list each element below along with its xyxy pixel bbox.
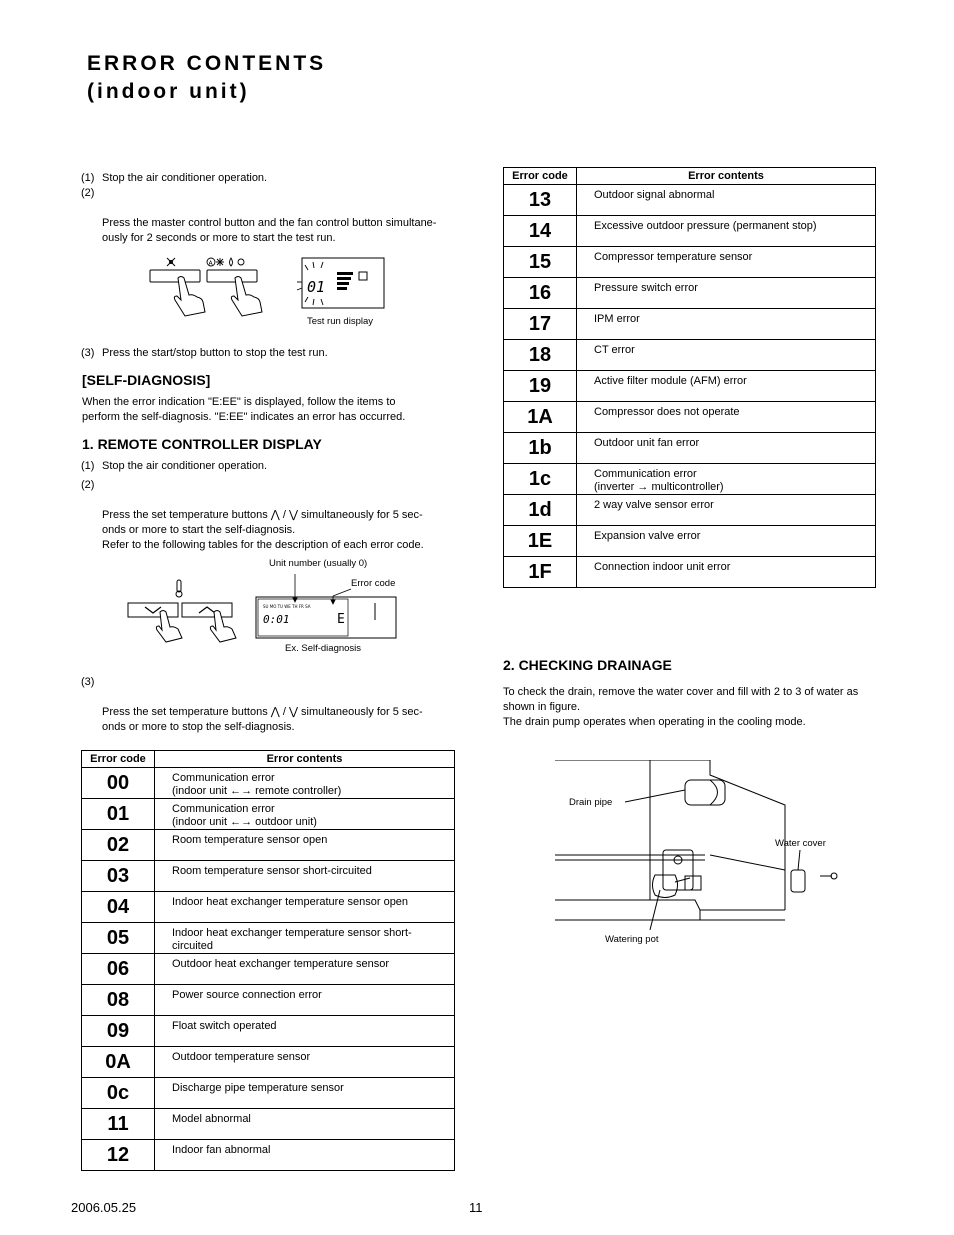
header-error-contents: Error contents [577, 168, 876, 185]
drain-pipe-label: Drain pipe [569, 797, 613, 808]
table-row [504, 557, 876, 588]
table-row [504, 495, 876, 526]
error-description-cell: Communication error (inverter → multicontroller) [577, 464, 876, 495]
error-code-cell: 0A [82, 1047, 155, 1078]
self-diagnosis-heading: [SELF-DIAGNOSIS] [82, 372, 211, 388]
error-code-cell: 0c [82, 1078, 155, 1109]
header-error-code: Error code [504, 168, 577, 185]
table-row [82, 954, 455, 985]
diag-step-3 [81, 675, 461, 750]
table-row [504, 526, 876, 557]
table-header-row [504, 168, 876, 185]
error-code-cell: 03 [82, 861, 155, 892]
error-code-cell: 17 [504, 309, 577, 340]
step-text: Press the set temperature buttons ⋀ / ⋁ simultaneously for 5 sec- onds or more to stop the self-diagnosis. [102, 706, 423, 733]
step-number: (1) [81, 460, 95, 472]
error-code-cell: 15 [504, 247, 577, 278]
step-text: Press the start/stop button to stop the test run. [102, 347, 328, 359]
error-code-cell: 11 [82, 1109, 155, 1140]
error-description-cell: Room temperature sensor open [155, 830, 455, 861]
step-number: (2) [81, 479, 95, 491]
footer-date: 2006.05.25 [71, 1200, 137, 1215]
header-error-code: Error code [82, 751, 155, 768]
error-description-cell: Compressor does not operate [577, 402, 876, 433]
water-cover-shape [791, 870, 805, 892]
error-code-cell: 1b [504, 433, 577, 464]
error-code-cell: 19 [504, 371, 577, 402]
mode-icons [207, 258, 244, 267]
error-description-cell: Excessive outdoor pressure (permanent stop) [577, 216, 876, 247]
table-row [82, 1109, 455, 1140]
table-row [504, 464, 876, 495]
table-row [504, 247, 876, 278]
test-step-3 [81, 346, 461, 361]
error-description-cell: Discharge pipe temperature sensor [155, 1078, 455, 1109]
watering-pot-shape [653, 875, 678, 898]
error-code-cell: 01 [82, 799, 155, 830]
checking-drainage-heading: 2. CHECKING DRAINAGE [503, 657, 672, 673]
fan-icon [167, 258, 175, 266]
step-text: Press the set temperature buttons ⋀ / ⋁ simultaneously for 5 sec- onds or more to start the self-diagnosis. Refer to the following tables for the description of each error code. [102, 509, 424, 551]
table-row [82, 799, 455, 830]
table-row [82, 923, 455, 954]
step-text: Stop the air conditioner operation. [102, 172, 268, 184]
error-code-cell: 1c [504, 464, 577, 495]
error-table-right [503, 167, 876, 588]
error-description-cell: Communication error (indoor unit ←→ remote controller) [155, 768, 455, 799]
error-description-cell: Float switch operated [155, 1016, 455, 1047]
error-table-left [81, 750, 455, 1171]
error-code-cell: 1F [504, 557, 577, 588]
table-row [82, 830, 455, 861]
error-code-cell: 1A [504, 402, 577, 433]
error-description-cell: Indoor heat exchanger temperature sensor short- circuited [155, 923, 455, 954]
error-code-cell: 13 [504, 185, 577, 216]
test-run-display-caption: Test run display [307, 316, 374, 327]
error-code-cell: 09 [82, 1016, 155, 1047]
error-code-cell: 08 [82, 985, 155, 1016]
error-code-cell: 02 [82, 830, 155, 861]
table-row [82, 1140, 455, 1171]
error-description-cell: Outdoor temperature sensor [155, 1047, 455, 1078]
remote-controller-display-heading: 1. REMOTE CONTROLLER DISPLAY [82, 436, 322, 452]
error-description-cell: Indoor heat exchanger temperature sensor open [155, 892, 455, 923]
page-title [87, 50, 326, 106]
diag-step-2 [81, 478, 461, 568]
step-number: (3) [81, 347, 95, 359]
table-row [82, 985, 455, 1016]
table-row [504, 278, 876, 309]
table-row [504, 216, 876, 247]
svg-text:SU MO TU WE TH FR SA: SU MO TU WE TH FR SA [263, 604, 311, 609]
table-header-row [82, 751, 455, 768]
drain-pipe-shape [685, 780, 725, 805]
table-row [82, 1016, 455, 1047]
step-text: Stop the air conditioner operation. [102, 460, 268, 472]
step-text: Press the master control button and the fan control button simultane- ously for 2 seconds or more to start the test run. [102, 217, 437, 244]
unit-number-caption: Unit number (usually 0) [269, 558, 368, 569]
test-run-illustration [145, 250, 395, 320]
table-row [82, 1047, 455, 1078]
temp-up-button[interactable] [182, 603, 232, 617]
page-number: 11 [469, 1200, 483, 1215]
table-row [504, 371, 876, 402]
error-description-cell: 2 way valve sensor error [577, 495, 876, 526]
error-code-cell: 06 [82, 954, 155, 985]
table-row [504, 340, 876, 371]
error-code-cell: 00 [82, 768, 155, 799]
error-code-cell: 1d [504, 495, 577, 526]
error-description-cell: Outdoor heat exchanger temperature sensor [155, 954, 455, 985]
table-row [504, 185, 876, 216]
watering-pot-label: Watering pot [605, 934, 659, 945]
error-description-cell: Indoor fan abnormal [155, 1140, 455, 1171]
title-line-1: ERROR CONTENTS [87, 52, 327, 75]
table-row [504, 433, 876, 464]
svg-text:0:01: 0:01 [263, 613, 290, 626]
error-description-cell: Room temperature sensor short-circuited [155, 861, 455, 892]
test-step-1 [81, 171, 461, 186]
table-row [82, 768, 455, 799]
example-caption: Ex. Self-diagnosis [285, 643, 362, 654]
error-description-cell: Compressor temperature sensor [577, 247, 876, 278]
drainage-text: To check the drain, remove the water cover and fill with 2 to 3 of water as shown in figure. The drain pump operates when operating in the cooling mode. [503, 686, 859, 728]
fan-control-button[interactable] [150, 270, 200, 282]
error-code-cell: 1E [504, 526, 577, 557]
error-description-cell: Expansion valve error [577, 526, 876, 557]
self-diagnosis-lcd [256, 597, 396, 638]
error-code-cell: 18 [504, 340, 577, 371]
error-code-caption: Error code [351, 578, 396, 589]
table-row [504, 309, 876, 340]
error-code-cell: 05 [82, 923, 155, 954]
water-cover-label: Water cover [775, 838, 826, 849]
temp-down-button[interactable] [128, 603, 178, 617]
diag-step-1 [81, 459, 461, 474]
step-number: (2) [81, 187, 95, 199]
error-description-cell: Connection indoor unit error [577, 557, 876, 588]
self-diagnosis-illustration [120, 570, 405, 645]
step-number: (1) [81, 172, 95, 184]
error-description-cell: Outdoor signal abnormal [577, 185, 876, 216]
error-description-cell: Outdoor unit fan error [577, 433, 876, 464]
step-number: (3) [81, 676, 95, 688]
svg-text:E: E [337, 612, 345, 627]
error-description-cell: Power source connection error [155, 985, 455, 1016]
error-description-cell: Communication error (indoor unit ←→ outdoor unit) [155, 799, 455, 830]
error-code-cell: 14 [504, 216, 577, 247]
error-code-cell: 04 [82, 892, 155, 923]
header-error-contents: Error contents [155, 751, 455, 768]
master-control-button[interactable] [207, 270, 257, 282]
svg-text:01: 01 [307, 278, 326, 296]
table-row [82, 892, 455, 923]
test-run-lcd [297, 258, 384, 308]
error-description-cell: Model abnormal [155, 1109, 455, 1140]
thermometer-icon [176, 580, 182, 597]
table-row [82, 861, 455, 892]
error-description-cell: CT error [577, 340, 876, 371]
table-row [82, 1078, 455, 1109]
title-line-2: (indoor unit) [87, 80, 250, 103]
svg-text:A: A [208, 260, 213, 267]
error-description-cell: Pressure switch error [577, 278, 876, 309]
error-description-cell: IPM error [577, 309, 876, 340]
error-code-cell: 12 [82, 1140, 155, 1171]
table-row [504, 402, 876, 433]
self-diagnosis-intro: When the error indication "E:EE" is displayed, follow the items to perform the self-diagnosis. "E:EE" indicates an error has occurred. [82, 396, 406, 423]
error-description-cell: Active filter module (AFM) error [577, 371, 876, 402]
error-code-cell: 16 [504, 278, 577, 309]
